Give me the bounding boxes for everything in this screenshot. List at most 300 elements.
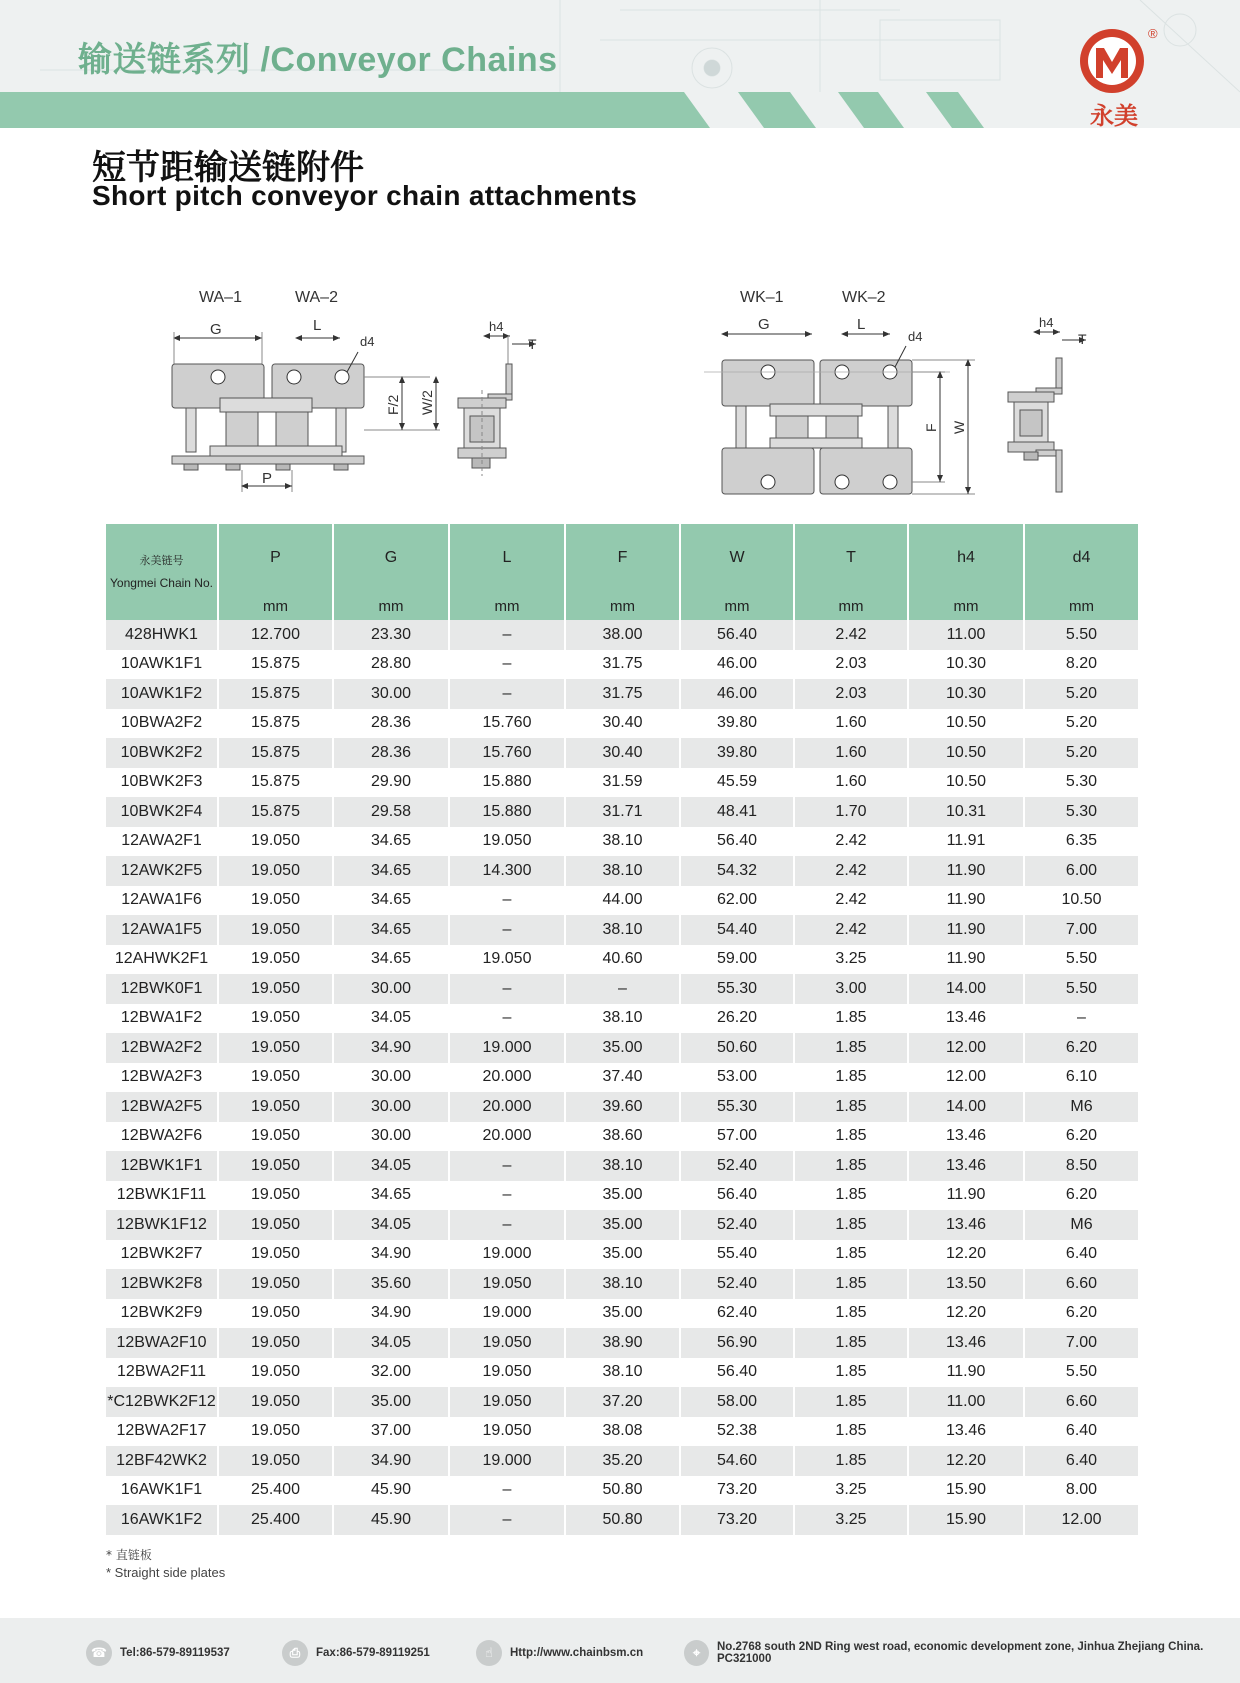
cell-p: 15.875 xyxy=(218,679,333,709)
cell-t: 2.42 xyxy=(794,886,908,916)
cell-f: 35.20 xyxy=(565,1446,680,1476)
table-row xyxy=(106,650,1138,680)
cell-chain-no: 12BWA2F5 xyxy=(106,1092,218,1122)
cell-g: 34.65 xyxy=(333,1181,449,1211)
cell-l: – xyxy=(449,679,565,709)
cell-d4: 5.30 xyxy=(1024,797,1138,827)
cell-t: 1.85 xyxy=(794,1063,908,1093)
cell-p: 19.050 xyxy=(218,1151,333,1181)
cell-h4: 11.90 xyxy=(908,886,1024,916)
cell-f: 38.10 xyxy=(565,856,680,886)
attachment-diagrams xyxy=(0,280,1240,500)
wa2-label: WA–2 xyxy=(295,289,338,306)
cell-l: 19.050 xyxy=(449,827,565,857)
table-row xyxy=(106,1092,1138,1122)
cell-f: 31.71 xyxy=(565,797,680,827)
cell-g: 28.36 xyxy=(333,709,449,739)
cell-chain-no: 16AWK1F2 xyxy=(106,1505,218,1535)
cell-p: 15.875 xyxy=(218,768,333,798)
cell-w: 62.40 xyxy=(680,1299,794,1329)
cell-f: 50.80 xyxy=(565,1505,680,1535)
cell-g: 45.90 xyxy=(333,1505,449,1535)
cell-d4: 7.00 xyxy=(1024,915,1138,945)
cell-h4: 13.46 xyxy=(908,1151,1024,1181)
cell-w: 45.59 xyxy=(680,768,794,798)
cell-d4: 5.50 xyxy=(1024,945,1138,975)
cell-t: 1.85 xyxy=(794,1033,908,1063)
col-header-h4: h4 xyxy=(908,524,1024,592)
cell-f: 38.10 xyxy=(565,1151,680,1181)
cell-t: 3.00 xyxy=(794,974,908,1004)
table-row xyxy=(106,1004,1138,1034)
table-row xyxy=(106,1181,1138,1211)
cell-h4: 13.50 xyxy=(908,1269,1024,1299)
cell-chain-no: 428HWK1 xyxy=(106,620,218,650)
cell-g: 34.65 xyxy=(333,856,449,886)
cell-h4: 11.90 xyxy=(908,856,1024,886)
cell-l: 15.760 xyxy=(449,738,565,768)
cell-l: – xyxy=(449,620,565,650)
cell-l: – xyxy=(449,974,565,1004)
unit-p: mm xyxy=(218,592,333,620)
cell-l: 14.300 xyxy=(449,856,565,886)
cell-w: 48.41 xyxy=(680,797,794,827)
col-header-f: F xyxy=(565,524,680,592)
chain-no-header xyxy=(106,524,218,620)
cell-l: – xyxy=(449,1004,565,1034)
unit-f: mm xyxy=(565,592,680,620)
cell-w: 26.20 xyxy=(680,1004,794,1034)
cell-chain-no: 12BWA2F10 xyxy=(106,1328,218,1358)
cell-g: 34.90 xyxy=(333,1240,449,1270)
cell-t: 1.85 xyxy=(794,1387,908,1417)
cell-g: 34.05 xyxy=(333,1004,449,1034)
cell-g: 30.00 xyxy=(333,1092,449,1122)
cell-d4: 5.50 xyxy=(1024,620,1138,650)
series-title: 输送链系列 /Conveyor Chains xyxy=(78,41,558,79)
cell-f: 37.20 xyxy=(565,1387,680,1417)
wk-d4-label: d4 xyxy=(908,329,923,344)
cell-t: 2.42 xyxy=(794,620,908,650)
table-row xyxy=(106,1505,1138,1535)
wa-side-view xyxy=(458,319,537,476)
cell-g: 34.05 xyxy=(333,1210,449,1240)
cell-w: 52.40 xyxy=(680,1269,794,1299)
wk2-label: WK–2 xyxy=(842,289,886,306)
cell-f: 31.59 xyxy=(565,768,680,798)
cell-f: 38.90 xyxy=(565,1328,680,1358)
web-icon: ☝ xyxy=(476,1640,502,1666)
cell-f: 50.80 xyxy=(565,1476,680,1506)
cell-h4: 12.00 xyxy=(908,1033,1024,1063)
table-row xyxy=(106,1299,1138,1329)
table-row xyxy=(106,915,1138,945)
cell-p: 19.050 xyxy=(218,886,333,916)
cell-chain-no: 10AWK1F1 xyxy=(106,650,218,680)
cell-l: – xyxy=(449,1151,565,1181)
cell-p: 19.050 xyxy=(218,915,333,945)
cell-chain-no: 10BWK2F4 xyxy=(106,797,218,827)
unit-g: mm xyxy=(333,592,449,620)
table-row xyxy=(106,738,1138,768)
table-row xyxy=(106,1269,1138,1299)
cell-t: 2.03 xyxy=(794,679,908,709)
cell-w: 59.00 xyxy=(680,945,794,975)
chain-no-header-en: Yongmei Chain No. xyxy=(110,576,213,590)
cell-p: 19.050 xyxy=(218,1181,333,1211)
wa-t-label: T xyxy=(528,336,537,352)
wa-front-view xyxy=(172,289,440,492)
cell-f: 31.75 xyxy=(565,650,680,680)
cell-h4: 12.20 xyxy=(908,1240,1024,1270)
cell-t: 2.42 xyxy=(794,856,908,886)
cell-w: 52.40 xyxy=(680,1151,794,1181)
cell-d4: 5.20 xyxy=(1024,738,1138,768)
cell-chain-no: 12BWK2F8 xyxy=(106,1269,218,1299)
cell-g: 30.00 xyxy=(333,1063,449,1093)
cell-f: 35.00 xyxy=(565,1299,680,1329)
cell-g: 28.36 xyxy=(333,738,449,768)
cell-l: 19.050 xyxy=(449,1387,565,1417)
cell-d4: 6.20 xyxy=(1024,1122,1138,1152)
table-row xyxy=(106,1151,1138,1181)
cell-l: 15.880 xyxy=(449,768,565,798)
cell-p: 19.050 xyxy=(218,1417,333,1447)
cell-chain-no: 12AWA1F5 xyxy=(106,915,218,945)
cell-p: 19.050 xyxy=(218,1122,333,1152)
cell-h4: 14.00 xyxy=(908,1092,1024,1122)
cell-h4: 10.31 xyxy=(908,797,1024,827)
cell-w: 54.40 xyxy=(680,915,794,945)
cell-l: – xyxy=(449,1210,565,1240)
cell-g: 23.30 xyxy=(333,620,449,650)
cell-chain-no: 12BWA2F11 xyxy=(106,1358,218,1388)
wa-h4-label: h4 xyxy=(489,319,504,334)
cell-t: 2.42 xyxy=(794,827,908,857)
cell-f: 44.00 xyxy=(565,886,680,916)
cell-w: 54.32 xyxy=(680,856,794,886)
cell-t: 1.85 xyxy=(794,1358,908,1388)
cell-f: 35.00 xyxy=(565,1033,680,1063)
cell-g: 29.58 xyxy=(333,797,449,827)
cell-chain-no: 12BWA2F3 xyxy=(106,1063,218,1093)
cell-f: 39.60 xyxy=(565,1092,680,1122)
cell-f: 38.10 xyxy=(565,1004,680,1034)
cell-chain-no: 12BWK2F9 xyxy=(106,1299,218,1329)
cell-d4: 5.50 xyxy=(1024,1358,1138,1388)
cell-p: 19.050 xyxy=(218,1092,333,1122)
cell-g: 32.00 xyxy=(333,1358,449,1388)
table-row xyxy=(106,1328,1138,1358)
cell-f: 37.40 xyxy=(565,1063,680,1093)
cell-w: 52.40 xyxy=(680,1210,794,1240)
brand-logo xyxy=(1070,26,1170,126)
registered-mark: ® xyxy=(1148,26,1158,41)
footer-address-text: No.2768 south 2ND Ring west road, economic development zone, Jinhua Zhejiang China. PC321000 xyxy=(717,1641,1204,1665)
cell-chain-no: 12BWA2F2 xyxy=(106,1033,218,1063)
cell-h4: 13.46 xyxy=(908,1328,1024,1358)
cell-t: 1.85 xyxy=(794,1210,908,1240)
cell-d4: 6.10 xyxy=(1024,1063,1138,1093)
cell-w: 62.00 xyxy=(680,886,794,916)
cell-l: 19.050 xyxy=(449,945,565,975)
cell-f: 35.00 xyxy=(565,1181,680,1211)
header-band xyxy=(0,92,1240,128)
cell-f: 38.00 xyxy=(565,620,680,650)
table-row xyxy=(106,1446,1138,1476)
attachment-spec-table xyxy=(106,524,1138,1535)
phone-icon: ☎ xyxy=(86,1640,112,1666)
footer-web[interactable] xyxy=(476,1640,643,1666)
table-row xyxy=(106,1033,1138,1063)
cell-g: 34.05 xyxy=(333,1151,449,1181)
cell-g: 35.00 xyxy=(333,1387,449,1417)
cell-w: 56.40 xyxy=(680,827,794,857)
cell-w: 55.40 xyxy=(680,1240,794,1270)
cell-p: 19.050 xyxy=(218,1240,333,1270)
chain-no-header-cn: 永美链号 xyxy=(139,554,184,567)
cell-t: 1.60 xyxy=(794,768,908,798)
cell-chain-no: 12BWK1F12 xyxy=(106,1210,218,1240)
cell-h4: 11.90 xyxy=(908,915,1024,945)
cell-h4: 15.90 xyxy=(908,1505,1024,1535)
cell-chain-no: 12AWA1F6 xyxy=(106,886,218,916)
cell-w: 73.20 xyxy=(680,1505,794,1535)
wk-front-view xyxy=(704,289,975,494)
cell-d4: 6.00 xyxy=(1024,856,1138,886)
wk-h4-label: h4 xyxy=(1039,315,1054,330)
cell-chain-no: *C12BWK2F12 xyxy=(106,1387,218,1417)
col-header-g: G xyxy=(333,524,449,592)
cell-p: 19.050 xyxy=(218,1358,333,1388)
cell-t: 1.60 xyxy=(794,709,908,739)
cell-p: 15.875 xyxy=(218,650,333,680)
cell-w: 56.40 xyxy=(680,620,794,650)
table-row xyxy=(106,1210,1138,1240)
section-title-cn: 短节距输送链附件 xyxy=(92,148,364,188)
table-row xyxy=(106,945,1138,975)
cell-g: 30.00 xyxy=(333,1122,449,1152)
table-row xyxy=(106,679,1138,709)
cell-f: 30.40 xyxy=(565,709,680,739)
cell-p: 19.050 xyxy=(218,1210,333,1240)
cell-w: 50.60 xyxy=(680,1033,794,1063)
cell-w: 56.40 xyxy=(680,1358,794,1388)
cell-t: 1.85 xyxy=(794,1151,908,1181)
cell-w: 54.60 xyxy=(680,1446,794,1476)
cell-w: 39.80 xyxy=(680,709,794,739)
cell-t: 3.25 xyxy=(794,1476,908,1506)
cell-p: 25.400 xyxy=(218,1476,333,1506)
cell-d4: M6 xyxy=(1024,1210,1138,1240)
unit-l: mm xyxy=(449,592,565,620)
cell-d4: 6.20 xyxy=(1024,1299,1138,1329)
cell-g: 34.65 xyxy=(333,886,449,916)
footer-web-link[interactable]: Http://www.chainbsm.cn xyxy=(510,1647,644,1659)
fax-icon: ⎙ xyxy=(282,1640,308,1666)
cell-t: 1.85 xyxy=(794,1122,908,1152)
diagram-canvas xyxy=(0,280,1240,500)
cell-w: 52.38 xyxy=(680,1417,794,1447)
table-row xyxy=(106,1387,1138,1417)
table-row xyxy=(106,797,1138,827)
cell-p: 19.050 xyxy=(218,856,333,886)
cell-chain-no: 10AWK1F2 xyxy=(106,679,218,709)
cell-t: 1.85 xyxy=(794,1417,908,1447)
wa-g-label: G xyxy=(210,321,222,338)
cell-h4: 12.00 xyxy=(908,1063,1024,1093)
cell-d4: 5.20 xyxy=(1024,679,1138,709)
cell-g: 30.00 xyxy=(333,974,449,1004)
cell-d4: 6.40 xyxy=(1024,1446,1138,1476)
cell-h4: 10.50 xyxy=(908,709,1024,739)
cell-w: 46.00 xyxy=(680,679,794,709)
cell-f: 35.00 xyxy=(565,1240,680,1270)
wa-p-label: P xyxy=(262,470,273,487)
footer-fax-text: Fax:86-579-89119251 xyxy=(316,1647,430,1659)
table-row xyxy=(106,886,1138,916)
table-row xyxy=(106,974,1138,1004)
col-header-w: W xyxy=(680,524,794,592)
cell-t: 1.85 xyxy=(794,1181,908,1211)
cell-h4: 12.20 xyxy=(908,1446,1024,1476)
wk-l-label: L xyxy=(857,316,866,333)
wa-l-label: L xyxy=(313,317,322,334)
cell-d4: 6.40 xyxy=(1024,1417,1138,1447)
footnote-en: * Straight side plates xyxy=(106,1565,226,1580)
cell-h4: 12.20 xyxy=(908,1299,1024,1329)
cell-h4: 14.00 xyxy=(908,974,1024,1004)
cell-p: 15.875 xyxy=(218,738,333,768)
cell-d4: 5.50 xyxy=(1024,974,1138,1004)
footnotes xyxy=(106,1546,225,1582)
table-row xyxy=(106,709,1138,739)
table-row xyxy=(106,1240,1138,1270)
cell-g: 34.90 xyxy=(333,1299,449,1329)
cell-f: 38.08 xyxy=(565,1417,680,1447)
cell-chain-no: 12BWA2F6 xyxy=(106,1122,218,1152)
wk-t-label: T xyxy=(1078,331,1087,347)
cell-h4: 11.00 xyxy=(908,620,1024,650)
cell-chain-no: 12BWK1F11 xyxy=(106,1181,218,1211)
cell-l: 15.760 xyxy=(449,709,565,739)
cell-t: 1.85 xyxy=(794,1240,908,1270)
col-header-p: P xyxy=(218,524,333,592)
cell-h4: 11.00 xyxy=(908,1387,1024,1417)
cell-p: 19.050 xyxy=(218,1033,333,1063)
footnote-cn: * 直链板 xyxy=(106,1548,152,1562)
page-header xyxy=(0,0,1240,128)
wa1-label: WA–1 xyxy=(199,289,242,306)
cell-g: 28.80 xyxy=(333,650,449,680)
table-row xyxy=(106,768,1138,798)
cell-t: 3.25 xyxy=(794,945,908,975)
cell-d4: 6.20 xyxy=(1024,1033,1138,1063)
cell-d4: 6.60 xyxy=(1024,1269,1138,1299)
cell-h4: 13.46 xyxy=(908,1417,1024,1447)
cell-p: 15.875 xyxy=(218,797,333,827)
cell-g: 34.65 xyxy=(333,827,449,857)
cell-chain-no: 12BWK2F7 xyxy=(106,1240,218,1270)
cell-p: 25.400 xyxy=(218,1505,333,1535)
cell-w: 55.30 xyxy=(680,1092,794,1122)
cell-g: 29.90 xyxy=(333,768,449,798)
logo-mark-icon xyxy=(1070,26,1160,96)
col-header-t: T xyxy=(794,524,908,592)
cell-p: 19.050 xyxy=(218,1299,333,1329)
wa-w2-label: W/2 xyxy=(419,390,435,415)
cell-f: 40.60 xyxy=(565,945,680,975)
cell-t: 1.70 xyxy=(794,797,908,827)
cell-l: – xyxy=(449,1181,565,1211)
cell-t: 1.85 xyxy=(794,1299,908,1329)
cell-d4: 6.60 xyxy=(1024,1387,1138,1417)
cell-t: 3.25 xyxy=(794,1505,908,1535)
unit-t: mm xyxy=(794,592,908,620)
cell-h4: 15.90 xyxy=(908,1476,1024,1506)
table-row xyxy=(106,1063,1138,1093)
cell-f: – xyxy=(565,974,680,1004)
cell-g: 34.65 xyxy=(333,915,449,945)
wk1-label: WK–1 xyxy=(740,289,784,306)
cell-t: 2.03 xyxy=(794,650,908,680)
table-row xyxy=(106,827,1138,857)
cell-t: 1.85 xyxy=(794,1328,908,1358)
cell-h4: 13.46 xyxy=(908,1122,1024,1152)
footer-tel-text: Tel:86-579-89119537 xyxy=(120,1647,230,1659)
table-row xyxy=(106,1358,1138,1388)
wk-w-label: W xyxy=(951,420,967,434)
cell-g: 35.60 xyxy=(333,1269,449,1299)
cell-f: 35.00 xyxy=(565,1210,680,1240)
unit-h4: mm xyxy=(908,592,1024,620)
cell-d4: 12.00 xyxy=(1024,1505,1138,1535)
cell-h4: 10.30 xyxy=(908,650,1024,680)
cell-l: 19.050 xyxy=(449,1269,565,1299)
cell-p: 19.050 xyxy=(218,1269,333,1299)
cell-d4: 6.40 xyxy=(1024,1240,1138,1270)
cell-p: 19.050 xyxy=(218,1063,333,1093)
cell-chain-no: 12BWA1F2 xyxy=(106,1004,218,1034)
col-header-l: L xyxy=(449,524,565,592)
cell-g: 34.65 xyxy=(333,945,449,975)
cell-g: 34.05 xyxy=(333,1328,449,1358)
cell-h4: 10.30 xyxy=(908,679,1024,709)
table-row xyxy=(106,1417,1138,1447)
cell-p: 19.050 xyxy=(218,945,333,975)
cell-l: 20.000 xyxy=(449,1063,565,1093)
cell-w: 73.20 xyxy=(680,1476,794,1506)
cell-d4: 5.30 xyxy=(1024,768,1138,798)
cell-g: 45.90 xyxy=(333,1476,449,1506)
cell-d4: 8.00 xyxy=(1024,1476,1138,1506)
cell-f: 38.10 xyxy=(565,1269,680,1299)
footer-tel xyxy=(86,1640,230,1666)
col-header-d4: d4 xyxy=(1024,524,1138,592)
cell-f: 38.10 xyxy=(565,915,680,945)
cell-w: 58.00 xyxy=(680,1387,794,1417)
cell-w: 53.00 xyxy=(680,1063,794,1093)
location-icon: ⌖ xyxy=(684,1640,709,1666)
unit-w: mm xyxy=(680,592,794,620)
wa-f2-label: F/2 xyxy=(385,394,401,415)
table-row xyxy=(106,620,1138,650)
unit-d4: mm xyxy=(1024,592,1138,620)
footer-address xyxy=(684,1640,1240,1666)
cell-f: 38.10 xyxy=(565,1358,680,1388)
cell-chain-no: 10BWK2F3 xyxy=(106,768,218,798)
wk-side-view xyxy=(1008,315,1087,492)
